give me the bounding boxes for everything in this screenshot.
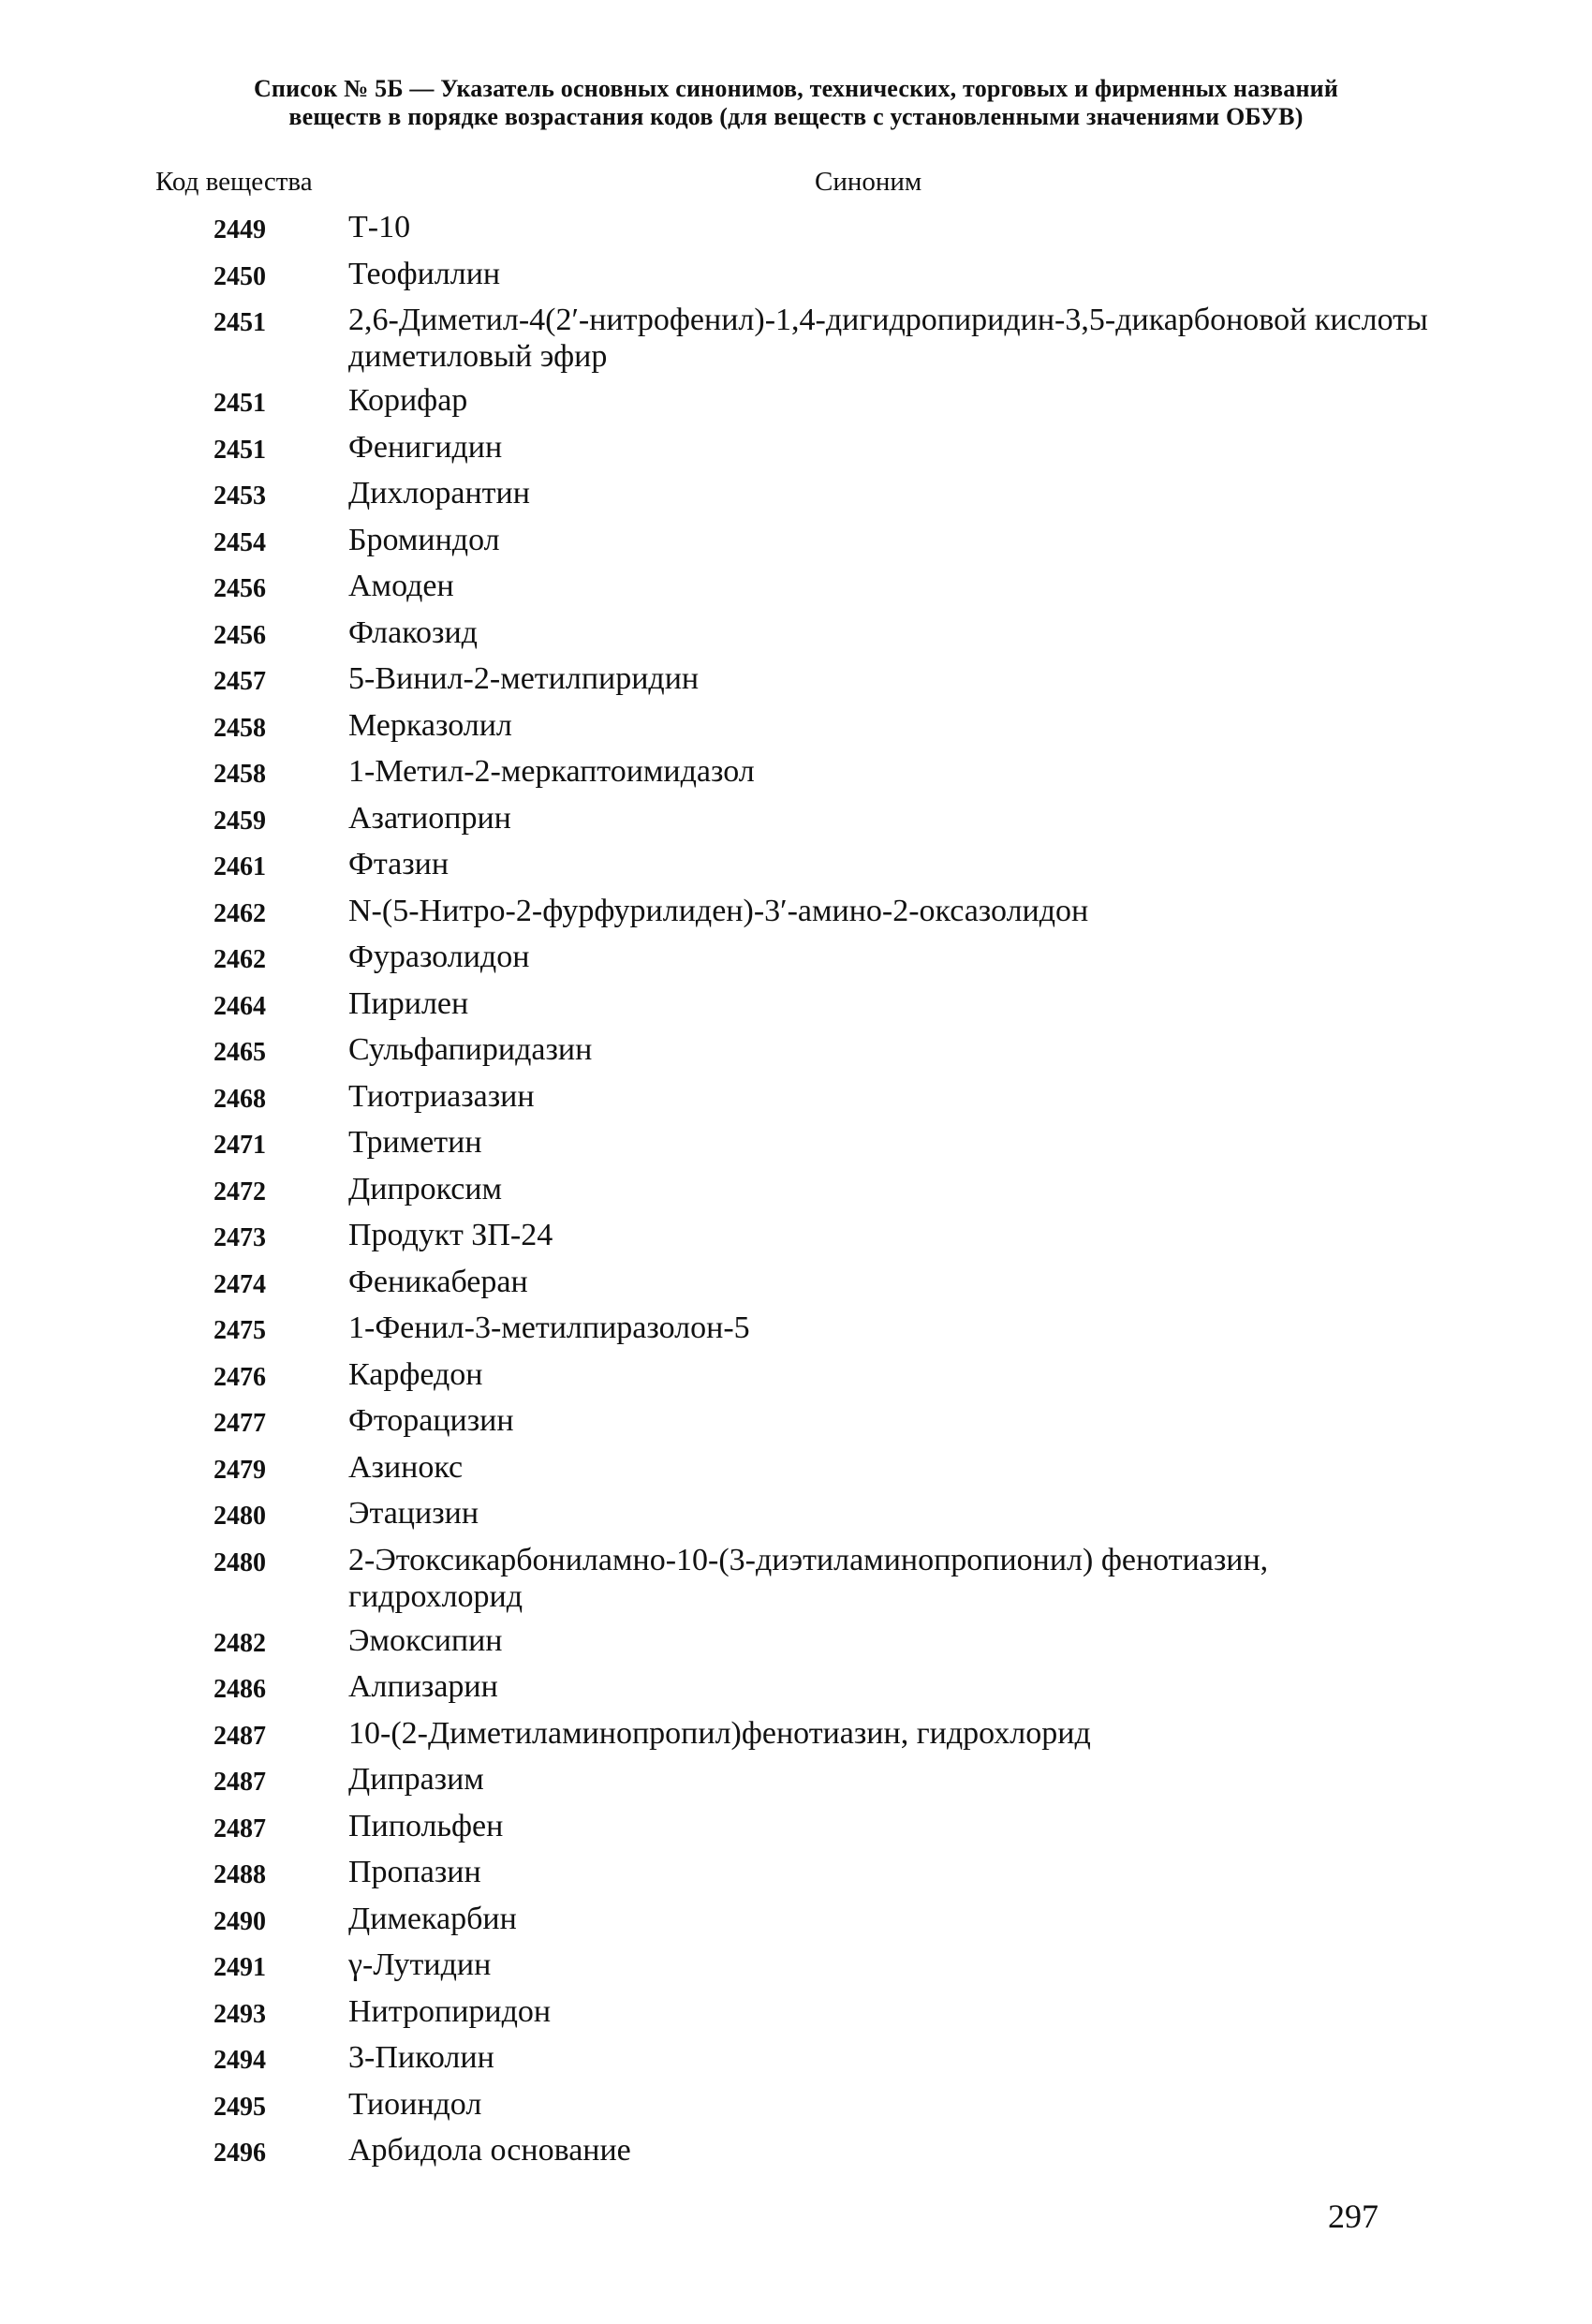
table-row: [0, 890, 1592, 937]
substance-synonym: Дипроксим: [348, 1171, 503, 1206]
table-row: [0, 1261, 1592, 1308]
table-row: [0, 936, 1592, 983]
substance-synonym: 1-Фенил-3-метилпиразолон-5: [348, 1310, 750, 1345]
substance-code: 2480: [214, 1502, 266, 1531]
substance-code: 2476: [214, 1362, 266, 1392]
table-row: [0, 1851, 1592, 1898]
table-row: [0, 1029, 1592, 1075]
title-line-2: веществ в порядке возрастания кодов (для веществ с установленными значениями ОБУВ): [288, 103, 1304, 130]
substance-code: 2487: [214, 1768, 266, 1797]
table-row: [0, 519, 1592, 566]
substance-code: 2459: [214, 806, 266, 836]
table-row: [0, 983, 1592, 1029]
substance-code: 2474: [214, 1269, 266, 1299]
column-header-synonym: Синоним: [815, 167, 922, 197]
substance-code: 2458: [214, 713, 266, 743]
substance-synonym: Алпизарин: [348, 1669, 498, 1704]
table-row: [0, 1446, 1592, 1493]
substance-code: 2493: [214, 1999, 266, 2029]
substance-synonym: Пирилен: [348, 985, 469, 1021]
table-row: [0, 565, 1592, 612]
title-line-1: Список № 5Б — Указатель основных синонимов, технических, торговых и фирменных названий: [253, 75, 1339, 102]
substance-code: 2449: [214, 215, 266, 244]
substance-code: 2461: [214, 852, 266, 881]
substance-code: 2473: [214, 1223, 266, 1252]
substance-synonym: Флакозид: [348, 614, 478, 650]
substance-code: 2479: [214, 1455, 266, 1485]
substance-code: 2487: [214, 1721, 266, 1751]
substance-code: 2491: [214, 1953, 266, 1982]
table-row: [0, 1805, 1592, 1852]
table-row: [0, 1354, 1592, 1400]
substance-code: 2457: [214, 667, 266, 696]
substance-code: 2454: [214, 527, 266, 557]
substance-code: 2465: [214, 1038, 266, 1067]
substance-synonym: Фтазин: [348, 847, 450, 881]
table-row: [0, 379, 1592, 426]
substance-code: 2458: [214, 760, 266, 789]
substance-synonym: Т-10: [348, 210, 411, 244]
table-row: [0, 2083, 1592, 2130]
substance-code: 2451: [214, 389, 266, 418]
substance-code: 2496: [214, 2139, 266, 2168]
substance-synonym: Азинокс: [348, 1449, 464, 1485]
substance-synonym: Корифар: [348, 383, 468, 418]
substance-code: 2471: [214, 1131, 266, 1160]
substance-synonym: 2,6-Диметил-4(2′-нитрофенил)-1,4-дигидропиридин-3,5-дикарбоновой кислоты диметиловый эфир: [348, 303, 1428, 374]
substance-synonym: Нитропиридон: [348, 1993, 552, 2029]
table-row: [0, 1665, 1592, 1712]
page-number: 297: [1328, 2198, 1378, 2235]
table-row: [0, 1898, 1592, 1945]
substance-synonym: Фуразолидон: [348, 940, 530, 974]
table-row: [0, 253, 1592, 300]
substance-synonym: 5-Винил-2-метилпиридин: [348, 661, 700, 696]
substance-code: 2490: [214, 1906, 266, 1936]
substance-synonym: γ-Лутидин: [348, 1947, 492, 1982]
substance-code: 2487: [214, 1813, 266, 1843]
table-row: [0, 658, 1592, 704]
substance-code: 2482: [214, 1628, 266, 1658]
table-row: [0, 843, 1592, 890]
table-row: [0, 1620, 1592, 1666]
column-header-code: Код вещества: [155, 167, 313, 197]
substance-code: 2456: [214, 620, 266, 650]
table-row: [0, 1492, 1592, 1539]
substance-code: 2480: [214, 1547, 266, 1577]
table-row: [0, 1121, 1592, 1168]
table-row: [0, 612, 1592, 659]
substance-code: 2464: [214, 991, 266, 1021]
table-row: [0, 1944, 1592, 1991]
table-row: [0, 797, 1592, 844]
table-row: [0, 206, 1592, 253]
substance-synonym: Этацизин: [348, 1496, 479, 1531]
substance-code: 2468: [214, 1084, 266, 1114]
table-row: [0, 1307, 1592, 1354]
substance-code: 2453: [214, 481, 266, 511]
substance-synonym: Сульфапиридазин: [348, 1032, 593, 1067]
substance-synonym: 3-Пиколин: [348, 2040, 494, 2075]
substance-synonym: Тиоиндол: [348, 2086, 482, 2122]
substance-code: 2451: [214, 308, 266, 337]
substance-code: 2472: [214, 1177, 266, 1206]
substance-synonym: Амоден: [348, 569, 454, 603]
substance-synonym: Продукт ЗП-24: [348, 1218, 553, 1252]
substance-synonym: Феникаберан: [348, 1264, 528, 1299]
substance-synonym: 1-Метил-2-меркаптоимидазол: [348, 754, 755, 789]
substance-code: 2456: [214, 574, 266, 603]
table-row: [0, 1168, 1592, 1215]
substance-synonym: Тиотриазазин: [348, 1078, 535, 1114]
table-row: [0, 426, 1592, 473]
substance-code: 2462: [214, 898, 266, 928]
substance-synonym: Теофиллин: [348, 256, 501, 291]
substance-synonym: Пропазин: [348, 1855, 481, 1889]
substance-synonym: Триметин: [348, 1125, 482, 1160]
substance-synonym: Дипразим: [348, 1762, 484, 1797]
table-row: [0, 1758, 1592, 1805]
synonym-table: [0, 206, 1592, 2176]
substance-synonym: Фенигидин: [348, 429, 503, 465]
table-row: [0, 299, 1592, 379]
substance-code: 2450: [214, 261, 266, 291]
substance-synonym: Броминдол: [348, 522, 500, 557]
substance-synonym: Фторацизин: [348, 1403, 514, 1438]
substance-code: 2486: [214, 1675, 266, 1704]
substance-synonym: 10-(2-Диметиламинопропил)фенотиазин, гидрохлорид: [348, 1715, 1091, 1751]
table-row: [0, 1712, 1592, 1759]
substance-code: 2488: [214, 1860, 266, 1889]
substance-synonym: 2-Этоксикарбониламно-10-(3-диэтиламинопропионил) фенотиазин, гидрохлорид: [348, 1542, 1269, 1614]
substance-synonym: N-(5-Нитро-2-фурфурилиден)-3′-амино-2-оксазолидон: [348, 893, 1089, 928]
page-title: [140, 75, 1452, 131]
substance-synonym: Дихлорантин: [348, 476, 530, 511]
substance-code: 2451: [214, 435, 266, 465]
substance-code: 2477: [214, 1409, 266, 1438]
table-row: [0, 1539, 1592, 1620]
substance-code: 2495: [214, 2092, 266, 2122]
table-row: [0, 1214, 1592, 1261]
table-row: [0, 472, 1592, 519]
substance-synonym: Пипольфен: [348, 1808, 504, 1843]
substance-synonym: Эмоксипин: [348, 1622, 503, 1658]
table-row: [0, 1991, 1592, 2037]
substance-synonym: Димекарбин: [348, 1901, 517, 1936]
table-row: [0, 1399, 1592, 1446]
substance-code: 2494: [214, 2046, 266, 2075]
table-row: [0, 704, 1592, 751]
table-row: [0, 2036, 1592, 2083]
table-row: [0, 2129, 1592, 2176]
substance-code: 2475: [214, 1316, 266, 1345]
table-row: [0, 750, 1592, 797]
substance-synonym: Азатиоприн: [348, 800, 511, 836]
substance-synonym: Арбидола основание: [348, 2133, 631, 2168]
substance-code: 2462: [214, 945, 266, 974]
substance-synonym: Мерказолил: [348, 707, 512, 743]
substance-synonym: Карфедон: [348, 1356, 483, 1392]
table-row: [0, 1075, 1592, 1122]
